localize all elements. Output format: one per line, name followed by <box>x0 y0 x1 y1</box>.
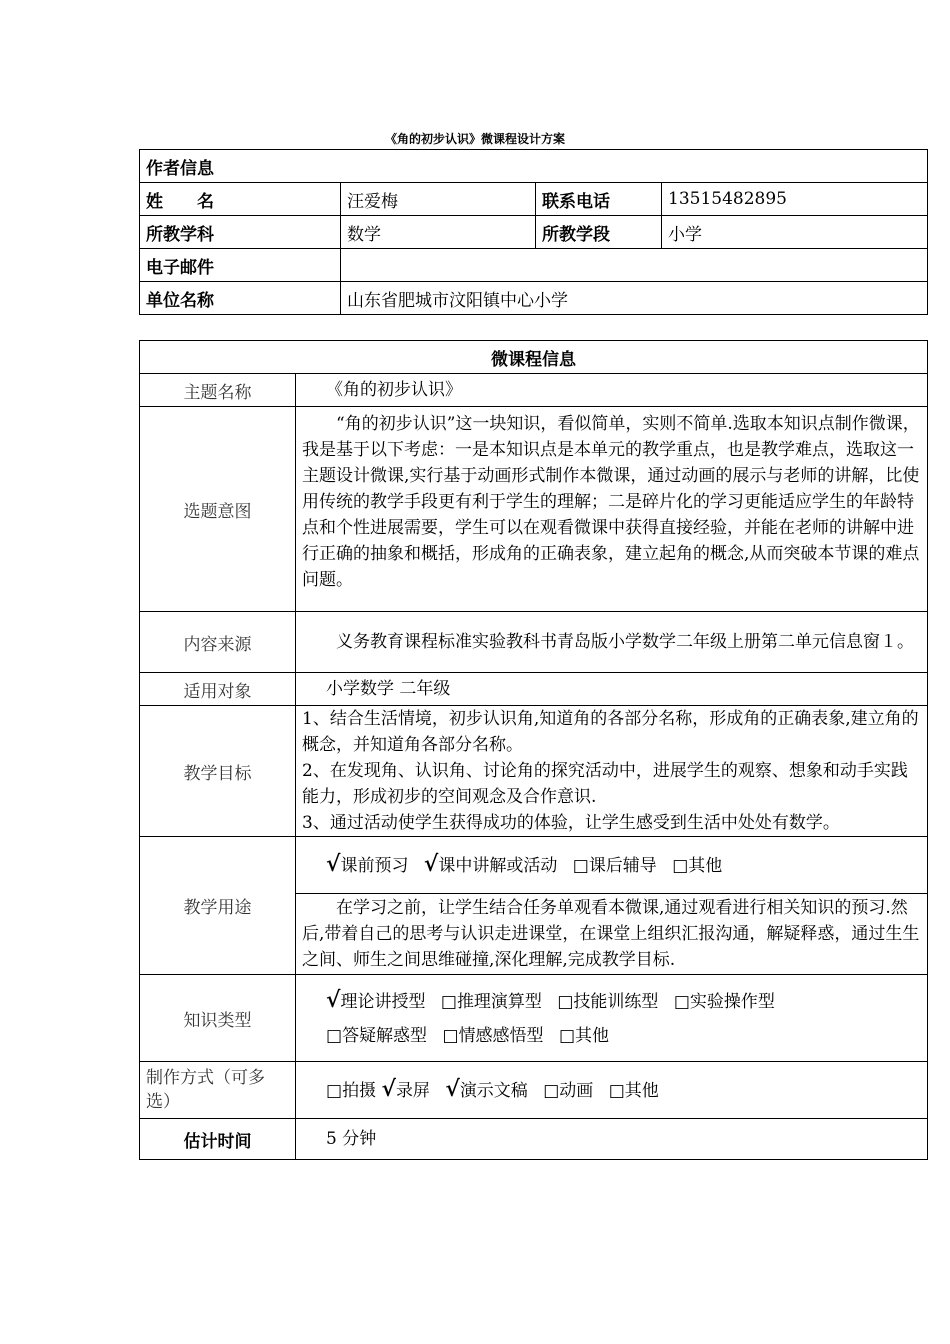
option-label: 理论讲授型 <box>340 992 426 1012</box>
checkbox-icon: □ <box>608 1081 625 1101</box>
author-header-row <box>140 150 928 183</box>
table-row <box>140 1062 928 1119</box>
table-row <box>140 374 928 407</box>
phone-label: 联系电话 <box>536 183 662 216</box>
option-label: 其他 <box>624 1081 659 1101</box>
checkbox-icon: □ <box>672 856 689 876</box>
checkbox-icon: □ <box>442 1026 459 1046</box>
goal-item: 2、在发现角、认识角、讨论角的探究活动中，进展学生的观察、想象和动手实践能力，形成初步的空间观念及合作意识. <box>302 761 908 807</box>
table-row <box>140 282 928 315</box>
method-label: 制作方式（可多选） <box>140 1062 296 1119</box>
phone-value: 13515482895 <box>662 183 928 216</box>
topic-label: 主题名称 <box>140 374 296 407</box>
checkbox-icon: □ <box>543 1081 560 1101</box>
option-label: 录屏 <box>395 1081 430 1101</box>
stage-label: 所教学段 <box>536 216 662 249</box>
subject-value: 数学 <box>341 216 536 249</box>
email-value <box>341 249 928 282</box>
option-label: 拍摄 <box>342 1081 377 1101</box>
org-value: 山东省肥城市汶阳镇中心小学 <box>341 282 928 315</box>
checkmark-icon: √ <box>445 1076 460 1102</box>
knowledge-option[interactable] <box>674 985 775 1019</box>
knowledge-options <box>296 975 928 1062</box>
table-row <box>140 706 928 837</box>
topic-value: 《角的初步认识》 <box>296 374 928 407</box>
document-title: 《角的初步认识》微课程设计方案 <box>384 132 565 146</box>
course-header-row <box>140 341 928 374</box>
option-label: 推理演算型 <box>456 992 542 1012</box>
checkbox-icon: □ <box>673 992 690 1012</box>
checkbox-icon: □ <box>557 992 574 1012</box>
knowledge-option[interactable] <box>326 1019 427 1053</box>
option-label: 课中讲解或活动 <box>438 856 558 876</box>
usage-label: 教学用途 <box>140 837 296 975</box>
table-row <box>140 249 928 282</box>
method-option[interactable] <box>326 1078 376 1104</box>
author-info-table <box>139 149 928 315</box>
option-label: 课前预习 <box>340 856 409 876</box>
knowledge-option[interactable] <box>442 1019 543 1053</box>
usage-option[interactable] <box>326 851 408 879</box>
time-value: 5 分钟 <box>296 1119 928 1160</box>
option-label: 情感感悟型 <box>458 1026 544 1046</box>
intent-text: “角的初步认识”这一块知识，看似简单，实则不简单.选取本知识点制作微课，我是基于以下考虑：一是本知识点是本单元的教学重点，也是教学难点，选取这一主题设计微课,实行基于动画形式制作本微课，通过动画的展示与老师的讲解，比使用传统的教学手段更有利于学生的理解；二是碎片化的学习更能适应学生的年龄特点和个性进展需要，学生可以在观看微课中获得直接经验，并能在老师的讲解中进行正确的抽象和概括，形成角的正确表象，建立起角的概念,从而突破本节课的难点问题。 <box>296 407 928 612</box>
goals-list <box>296 706 928 837</box>
goal-item: 3、通过活动使学生获得成功的体验，让学生感受到生活中处处有数学。 <box>302 813 840 833</box>
table-row <box>140 183 928 216</box>
option-label: 课后辅导 <box>588 856 657 876</box>
checkbox-icon: □ <box>440 992 457 1012</box>
checkbox-icon: □ <box>326 1081 343 1101</box>
table-row <box>140 216 928 249</box>
table-row <box>140 673 928 706</box>
option-label: 其他 <box>575 1026 609 1046</box>
checkbox-icon: □ <box>572 856 589 876</box>
knowledge-row <box>326 983 921 1019</box>
org-label: 单位名称 <box>140 282 341 315</box>
audience-value: 小学数学 二年级 <box>296 673 928 706</box>
table-row <box>140 837 928 894</box>
checkbox-icon: □ <box>326 1026 343 1046</box>
checkbox-icon: □ <box>558 1026 575 1046</box>
goals-label: 教学目标 <box>140 706 296 837</box>
option-label: 演示文稿 <box>459 1081 528 1101</box>
usage-options <box>296 837 928 894</box>
knowledge-label: 知识类型 <box>140 975 296 1062</box>
option-label: 动画 <box>559 1081 594 1101</box>
email-label: 电子邮件 <box>140 249 341 282</box>
option-label: 答疑解惑型 <box>342 1026 428 1046</box>
intent-label: 选题意图 <box>140 407 296 612</box>
author-section-title: 作者信息 <box>140 150 928 183</box>
knowledge-option[interactable] <box>441 985 542 1019</box>
audience-label: 适用对象 <box>140 673 296 706</box>
checkmark-icon: √ <box>326 851 341 877</box>
method-options <box>296 1062 928 1119</box>
method-option[interactable] <box>381 1076 429 1104</box>
subject-label: 所教学科 <box>140 216 341 249</box>
goal-item: 1、结合生活情境，初步认识角,知道角的各部分名称，形成角的正确表象,建立角的概念，并知道角各部分名称。 <box>302 709 919 755</box>
usage-option[interactable] <box>672 853 722 879</box>
table-row <box>140 1119 928 1160</box>
knowledge-option[interactable] <box>559 1019 609 1053</box>
knowledge-row <box>326 1019 921 1053</box>
checkmark-icon: √ <box>326 987 341 1013</box>
method-option[interactable] <box>609 1078 659 1104</box>
usage-option[interactable] <box>573 853 657 879</box>
usage-option[interactable] <box>424 851 557 879</box>
option-label: 其他 <box>688 856 723 876</box>
course-section-title: 微课程信息 <box>140 341 928 374</box>
knowledge-option[interactable] <box>326 983 425 1019</box>
table-row <box>140 612 928 673</box>
usage-text: 在学习之前，让学生结合任务单观看本微课,通过观看进行相关知识的预习.然后,带着自己的思考与认识走进课堂，在课堂上组织汇报沟通，解疑释惑，通过生生之间、师生之间思维碰撞,深化理解,完成教学目标. <box>296 894 928 975</box>
table-row <box>140 975 928 1062</box>
name-value: 汪爱梅 <box>341 183 536 216</box>
stage-value: 小学 <box>662 216 928 249</box>
method-option[interactable] <box>445 1076 527 1104</box>
checkmark-icon: √ <box>381 1076 396 1102</box>
checkmark-icon: √ <box>423 851 439 877</box>
course-info-table <box>139 340 928 1160</box>
name-label: 姓 名 <box>140 183 341 216</box>
knowledge-option[interactable] <box>557 985 658 1019</box>
source-text: 义务教育课程标准实验教科书青岛版小学数学二年级上册第二单元信息窗１。 <box>296 612 928 673</box>
table-row <box>140 407 928 612</box>
method-option[interactable] <box>543 1078 593 1104</box>
source-label: 内容来源 <box>140 612 296 673</box>
option-label: 实验操作型 <box>689 992 775 1012</box>
option-label: 技能训练型 <box>573 992 659 1012</box>
time-label: 估计时间 <box>140 1119 296 1160</box>
